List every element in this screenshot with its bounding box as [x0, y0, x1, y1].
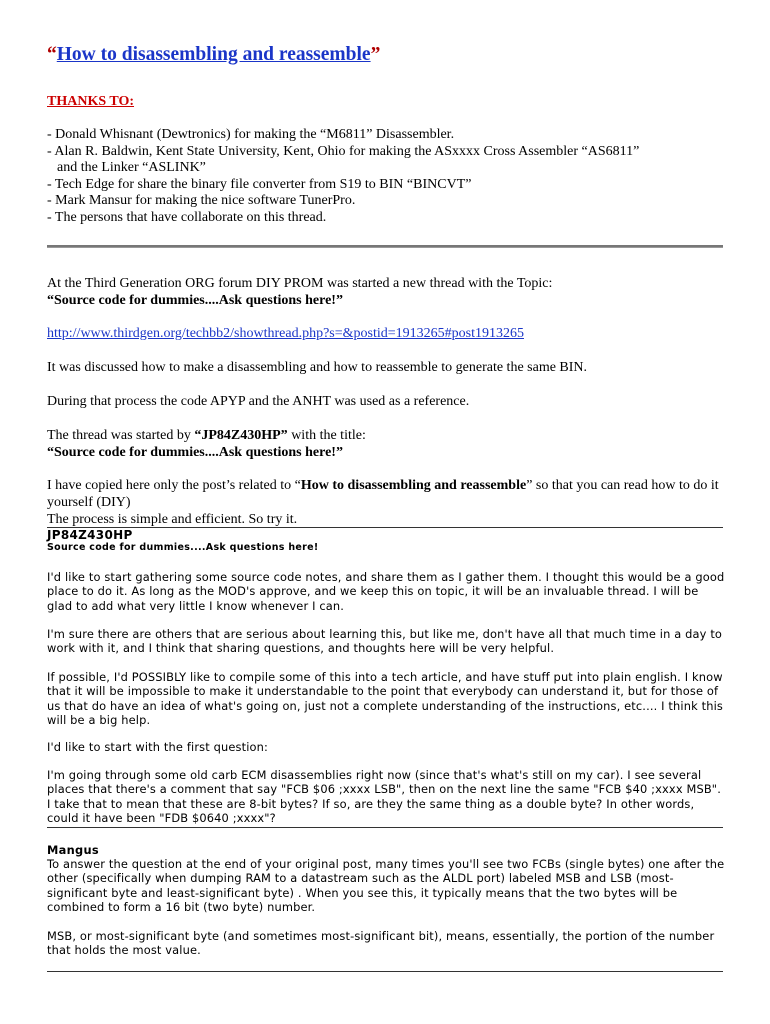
started-author: “JP84Z430HP” — [194, 428, 288, 443]
copied-prefix: I have copied here only the post’s related to “ — [47, 478, 301, 493]
thanks-item: and the Linker “ASLINK” — [57, 160, 206, 176]
forum-line: At the Third Generation ORG forum DIY PROM was started a new thread with the Topic: — [47, 276, 553, 291]
post-author: JP84Z430HP — [47, 528, 133, 542]
thanks-item: - Donald Whisnant (Dewtronics) for making the “M6811” Disassembler. — [47, 127, 455, 142]
post-paragraph: I'd like to start gathering some source code notes, and share them as I gather them. I thought this would be a good place to do it. As long as the MOD's approve, and we keep this on topic, it will be an invaluable thread. I will be glad to add what very little I know whenever I can. — [47, 570, 725, 613]
thread-url-link[interactable]: http://www.thirdgen.org/techbb2/showthread.php?s=&postid=1913265#post1913265 — [47, 326, 524, 341]
post-divider — [47, 971, 723, 972]
post-paragraph: I'd like to start with the first question: — [47, 740, 269, 754]
started-prefix: The thread was started by — [47, 428, 195, 443]
post-divider — [47, 827, 723, 828]
simple-line: The process is simple and efficient. So try it. — [47, 512, 298, 527]
thanks-item: - Alan R. Baldwin, Kent State University, Kent, Ohio for making the ASxxxx Cross Assembler “AS6811” — [47, 143, 640, 159]
copied-bold: How to disassembling and reassemble — [300, 478, 527, 493]
post-paragraph: I'm going through some old carb ECM disassemblies right now (since that's what's still on my car). I see several places that there's a comment that say "FCB $06 ;xxxx LSB", then on the next line the same "FCB $40 ;xxxx MSB". I take that to mean that these are 8-bit bytes? If so, are they the same thing as a double byte? In other words, could it have been "FDB $0640 ;xxxx"? — [47, 768, 721, 825]
post-author: Mangus — [47, 843, 99, 857]
copied-suffix: ” so that you can read how to do it yourself (DIY) — [47, 478, 719, 510]
reference-line: During that process the code APYP and the ANHT was used as a reference. — [47, 394, 470, 409]
post-subtitle: Source code for dummies....Ask questions here! — [47, 542, 319, 553]
thanks-heading: THANKS TO: — [47, 94, 135, 109]
title-link[interactable]: How to disassembling and reassemble — [56, 44, 371, 65]
thanks-list — [47, 127, 747, 227]
title-close-quote: ” — [370, 44, 381, 65]
post-divider — [47, 527, 723, 528]
started-suffix: with the title: — [287, 428, 366, 443]
post-paragraph: To answer the question at the end of your original post, many times you'll see two FCBs (single bytes) one after the other (specifically when dumping RAM to a datastream such as the ALDL port) labeled MSB and LSB (most-significant byte and least-significant byte) . When you see this, it typically means that the two bytes will be combined to form a 16 bit (two byte) number. — [47, 857, 725, 914]
discussed-line: It was discussed how to make a disassembling and how to reassemble to generate the same BIN. — [47, 360, 588, 375]
title-open-quote: “ — [47, 44, 57, 65]
thanks-item: - The persons that have collaborate on this thread. — [47, 209, 327, 225]
thanks-item: - Mark Mansur for making the nice software TunerPro. — [47, 193, 356, 209]
post-paragraph: If possible, I'd POSSIBLY like to compile some of this into a tech article, and have stuff put into plain english. I know that it will be impossible to make it understandable to the point that everybody can understand it, but for those of us that do have an idea of what's going on, just not a complete understanding of the instructions, etc.... I think this will be a big help. — [47, 670, 724, 727]
section-divider — [47, 245, 723, 248]
started-line — [47, 427, 737, 444]
document-title — [47, 44, 380, 66]
thanks-item: - Tech Edge for share the binary file converter from S19 to BIN “BINCVT” — [47, 176, 472, 192]
copied-line — [47, 477, 727, 511]
post-paragraph: I'm sure there are others that are serious about learning this, but like me, don't have all that much time in a day to work with it, and I think that sharing questions, and thoughts here will be very helpful. — [47, 627, 723, 656]
thread-url-line — [47, 325, 737, 342]
started-title: “Source code for dummies....Ask questions here!” — [47, 445, 343, 460]
post-paragraph: MSB, or most-significant byte (and sometimes most-significant bit), means, essentially, the portion of the number that holds the most value. — [47, 929, 715, 958]
thread-topic: “Source code for dummies....Ask questions here!” — [47, 293, 343, 308]
